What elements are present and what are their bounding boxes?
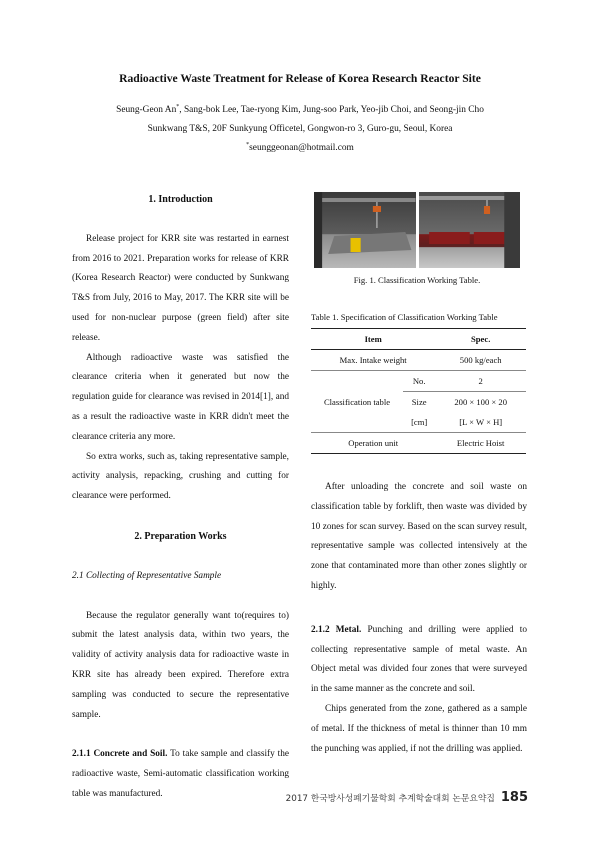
cell-spec: 2 [435,371,526,392]
spacer [311,597,527,621]
cell-subitem: No. [403,371,435,392]
cell-item: Max. Intake weight [339,355,407,365]
intro-paragraph-3: So extra works, such as, taking representative sample, activity analysis, repacking, crushing and cutting for clearance were performed. [72,451,289,502]
header-item: Item [311,329,435,350]
page-number: 185 [500,790,528,805]
working-table-illustration [314,192,416,268]
cell-spec: 500 kg/each [459,355,502,365]
table-row [311,350,526,371]
cell-spec: 200 × 100 × 20 [435,392,526,413]
working-table-photo-right [419,192,521,268]
section-2-1-1-heading: 2.1.1 Concrete and Soil. [72,749,168,760]
figure-1 [314,192,520,268]
intro-paragraph-2: Although radioactive waste was satisfied the clearance criteria when it generated but now the regulation guide for clearance was revised in 2014[1], and as a result the radioactive waste in KRR didn't meet the clearance criteria any more. [72,352,289,442]
proceedings-title: 2017 한국방사성폐기물학회 추계학술대회 논문요약집 [285,794,495,804]
spacer [72,547,289,567]
page-footer [286,790,528,805]
table-header-row [311,329,526,350]
cell-spec: [L × W × H] [459,417,503,427]
cell-item: Operation unit [311,433,435,454]
right-paragraph-1: After unloading the concrete and soil waste on classification table by forklift, then waste was divided by 10 zones for scan survey. Based on the scan survey result, representative sample was collected intensively at the zone that contaminated more than other zones slightly or highly. [311,482,527,591]
right-paragraph-3: Chips generated from the zone, gathered as a sample of metal. If the thickness of metal is thinner than 10 mm the punching was applied, if not the drilling was applied. [311,703,527,754]
spacer [72,587,289,607]
right-column [311,478,527,759]
header-spec: Spec. [435,329,526,350]
email-mark: * [246,142,250,148]
section-2-1-1 [72,745,289,804]
working-table-photo-left [314,192,416,268]
contact-email [0,142,600,153]
paper-title: Radioactive Waste Treatment for Release of Korea Research Reactor Site [119,72,481,85]
spacer [72,507,289,527]
first-author: Seung-Geon An [116,105,177,115]
working-table-illustration [419,192,521,268]
other-authors: , Sang-bok Lee, Tae-ryong Kim, Jung-soo Park, Yeo-jib Choi, and Seong-jin Cho [179,105,484,115]
table-row [311,433,526,454]
cell-item: Classification table [311,371,403,433]
spacer [72,725,289,745]
left-column [72,190,289,805]
email-address: seunggeonan@hotmail.com [249,143,354,153]
section-2-1-heading: 2.1 Collecting of Representative Sample [72,570,222,581]
section-2-1-2 [311,621,527,700]
spacer [72,210,289,230]
table-caption: Table 1. Specification of Classification Working Table [311,312,498,322]
section-2-1-1-text: To take sample and classify the radioactive waste, Semi-automatic classification working table was manufactured. [72,749,289,799]
specification-table [311,328,526,454]
cell-subitem: [cm] [411,417,428,427]
affiliation: Sunkwang T&S, 20F Sunkyung Officetel, Gongwon-ro 3, Guro-gu, Seoul, Korea [147,124,453,134]
section-2-1-2-heading: 2.1.2 Metal. [311,624,362,635]
corresponding-mark: * [176,104,180,110]
section-2-1-2-text: Punching and drilling were applied to collecting representative sample of metal waste. An Object metal was divided four zones that were surveyed in the same manner as the concrete and soil. [311,624,527,695]
cell-spec: Electric Hoist [435,433,526,454]
table-row [311,371,526,392]
prep-paragraph-1: Because the regulator generally want to(requires to) submit the latest analysis data, within two years, the validity of activity analysis data for radioactive waste in KRR site has already been expired. Therefore extra sampling was conducted to secure the representative sample. [72,610,289,720]
intro-paragraph-1: Release project for KRR site was restarted in earnest from 2016 to 2021. Preparation works for release of KRR (Korea Research Reactor) were conducted by Sunkwang T&S from July, 2016 to May, 2017. The KRR site will be used for non-nuclear purpose (green field) after site release. [72,233,289,343]
author-list [0,104,600,115]
intro-heading: 1. Introduction [148,194,213,205]
cell-subitem: Size [403,392,435,413]
prep-heading: 2. Preparation Works [134,530,227,542]
figure-caption: Fig. 1. Classification Working Table. [353,275,481,285]
